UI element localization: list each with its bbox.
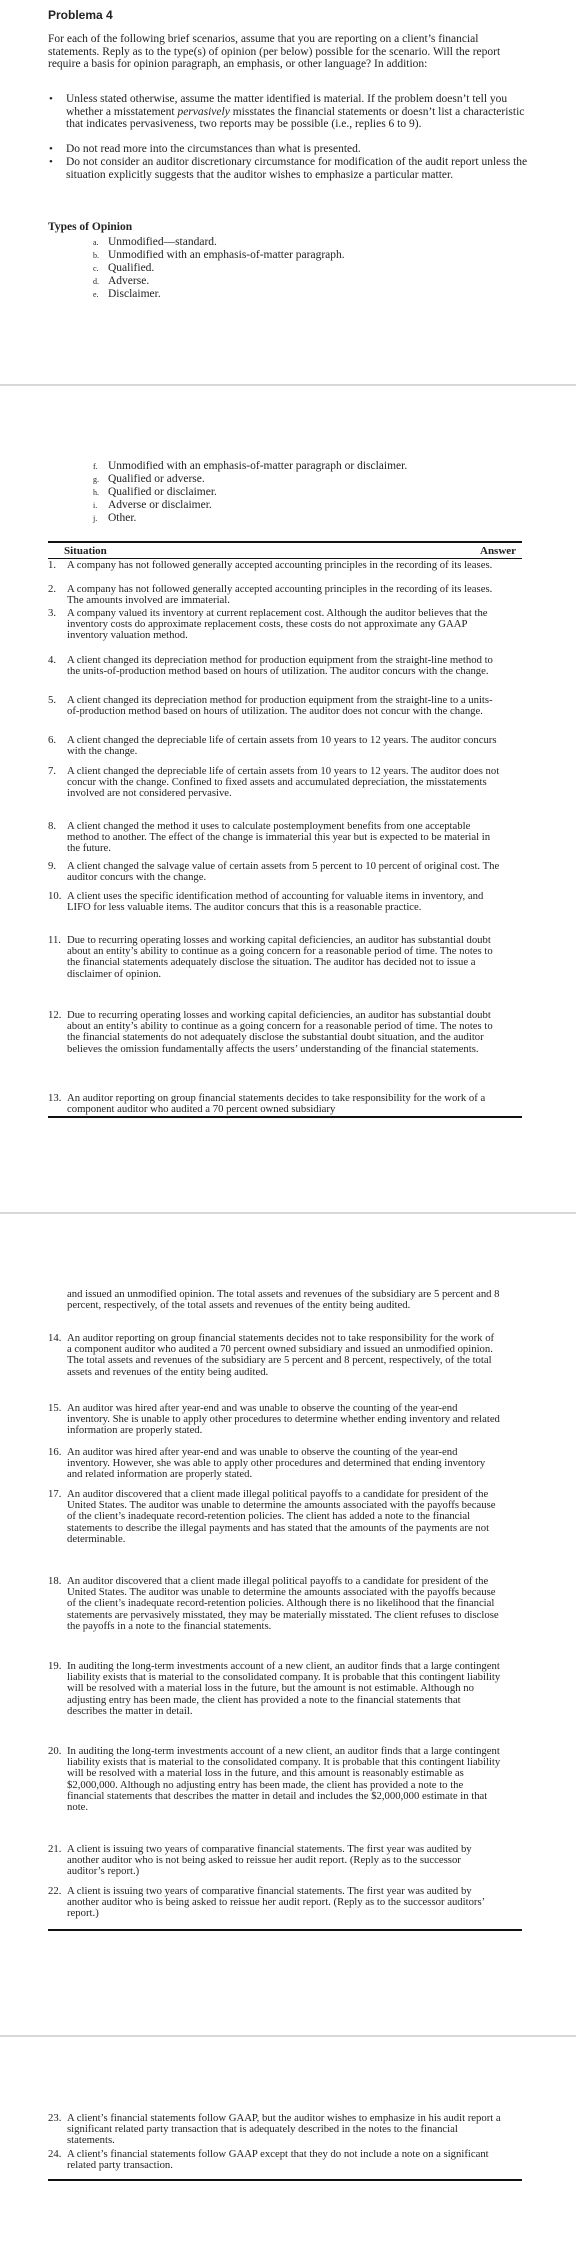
table-page-rule [48,1929,522,1931]
opinion-type: c. Qualified. [93,262,155,274]
bullet-icon: • [49,143,53,155]
opinion-type: a. Unmodified—standard. [93,236,217,248]
bullet-item: • Unless stated otherwise, assume the matter identified is material. If the problem doesn’t tell you whether a misstatement pervasively misstates the financial statements or doesn’t list a characteristic that indicates pervasiveness, two reports may be possible (i.e., replies 6 to 9). [49,93,525,130]
page-title: Problema 4 [48,8,113,22]
opinion-type: j. Other. [93,512,137,524]
situation-column-header: Situation [64,545,107,557]
bullet-icon: • [49,156,53,168]
opinion-type: f. Unmodified with an emphasis-of-matter paragraph or disclaimer. [93,460,408,472]
page-separator [0,1212,576,1214]
opinion-type: e. Disclaimer. [93,288,161,300]
bullet-item: • Do not read more into the circumstances than what is presented. [49,143,361,155]
opinion-type: g. Qualified or adverse. [93,473,205,485]
bullet-item: • Do not consider an auditor discretionary circumstance for modification of the audit report unless the situation explicitly suggests that the auditor wishes to emphasize a particular matter. [49,156,528,181]
intro-paragraph: For each of the following brief scenarios, assume that you are reporting on a client’s financial statements. Reply as to the type(s) of opinion (per below) possible for the scenario. Will the report require a basis for opinion paragraph, an emphasis, or other language? In addition: [48,33,501,70]
table-page-rule [48,1116,522,1118]
opinion-type: i. Adverse or disclaimer. [93,499,212,511]
opinion-type: b. Unmodified with an emphasis-of-matter paragraph. [93,249,345,261]
table-bottom-rule [48,2179,522,2181]
types-heading: Types of Opinion [48,221,133,233]
situation-continuation: and issued an unmodified opinion. The total assets and revenues of the subsidiary are 5 percent and 8 percent, respectively, of the total assets and revenues of the entity being audited. [67,1288,500,1312]
page-separator [0,2035,576,2037]
table-top-rule [48,541,522,543]
answer-column-header: Answer [480,545,517,557]
opinion-type: d. Adverse. [93,275,150,287]
bullet-icon: • [49,93,53,105]
page-separator [0,384,576,386]
opinion-type: h. Qualified or disclaimer. [93,486,217,498]
